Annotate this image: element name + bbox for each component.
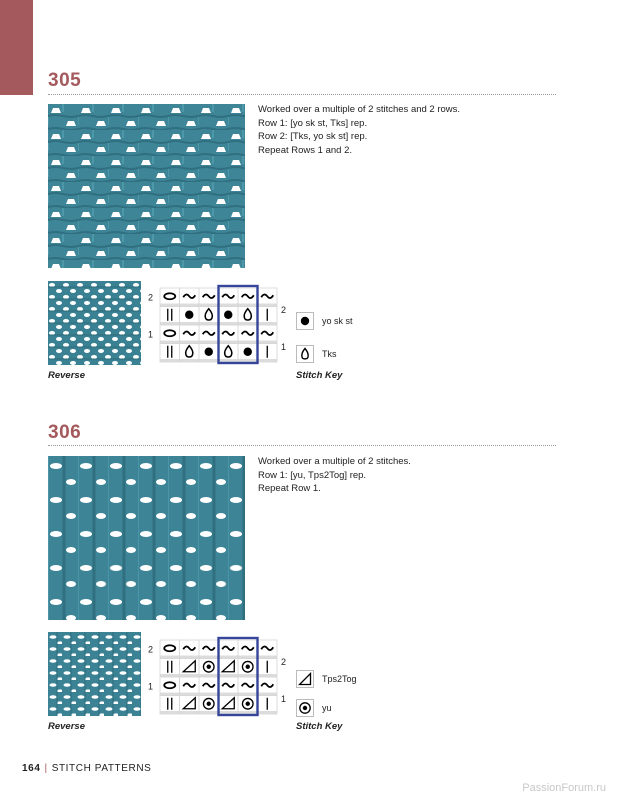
- double-bar-symbol: [168, 309, 172, 321]
- tilde-symbol: [183, 294, 195, 298]
- key-item-text: Tps2Tog: [322, 674, 357, 684]
- row-number: 1: [281, 341, 286, 352]
- tilde-symbol: [183, 683, 195, 687]
- triangle-symbol: [222, 661, 234, 672]
- row-number: 2: [281, 656, 286, 667]
- row-number: 1: [148, 329, 154, 340]
- dot-symbol: [244, 348, 252, 356]
- oval-symbol: [164, 645, 175, 651]
- key-item: [296, 670, 357, 688]
- triangle-symbol: [222, 698, 234, 709]
- instruction-line: Worked over a multiple of 2 stitches and 2 rows.: [258, 104, 461, 115]
- instruction-line: Repeat Row 1.: [258, 483, 321, 494]
- tilde-symbol: [222, 683, 234, 687]
- key-item: [296, 699, 332, 717]
- tilde-symbol: [222, 294, 234, 298]
- row-number: 2: [148, 644, 154, 655]
- section-title: STITCH PATTERNS: [51, 763, 152, 774]
- section-divider: [48, 94, 556, 95]
- oval-symbol: [164, 330, 175, 336]
- tilde-symbol: [203, 294, 215, 298]
- circle-dot-symbol: [203, 661, 214, 672]
- instruction-line: Row 2: [Tks, yo sk st] rep.: [258, 131, 368, 142]
- double-bar-symbol: [168, 346, 172, 358]
- teardrop-icon: [296, 345, 314, 363]
- teardrop-symbol: [205, 309, 212, 320]
- tilde-symbol: [242, 294, 254, 298]
- swatch-reverse-photo: [48, 281, 141, 365]
- triangle-symbol: [183, 661, 195, 672]
- instruction-line: Row 1: [yo sk st, Tks] rep.: [258, 117, 368, 129]
- row-number: 1: [148, 681, 154, 692]
- tilde-symbol: [203, 331, 215, 335]
- tilde-symbol: [222, 646, 234, 650]
- tilde-symbol: [242, 331, 254, 335]
- circle-dot-symbol: [203, 698, 214, 709]
- pattern-instructions: [258, 455, 411, 496]
- tilde-symbol: [183, 646, 195, 650]
- oval-symbol: [164, 293, 175, 299]
- stitch-chart: [146, 636, 286, 720]
- double-bar-symbol: [168, 661, 172, 673]
- tilde-symbol: [183, 331, 195, 335]
- footer-separator: |: [44, 763, 48, 774]
- teardrop-symbol: [186, 346, 193, 357]
- double-bar-symbol: [168, 698, 172, 710]
- instruction-line: Repeat Rows 1 and 2.: [258, 144, 353, 156]
- circle-dot-icon: [296, 699, 314, 717]
- swatch-front-photo: [48, 104, 245, 268]
- filled-dot-icon: [296, 312, 314, 330]
- teardrop-symbol: [225, 346, 232, 357]
- dot-symbol: [185, 311, 193, 319]
- row-number: 2: [148, 292, 154, 303]
- dot-symbol: [224, 311, 232, 319]
- key-item: [296, 345, 337, 363]
- teardrop-symbol: [244, 309, 251, 320]
- circle-dot-symbol: [242, 698, 253, 709]
- tilde-symbol: [242, 683, 254, 687]
- tilde-symbol: [261, 331, 273, 335]
- tilde-symbol: [261, 646, 273, 650]
- oval-symbol: [164, 682, 175, 688]
- triangle-icon: [296, 670, 314, 688]
- instruction-line: Worked over a multiple of 2 stitches.: [258, 456, 411, 467]
- stitch-chart: [146, 284, 286, 368]
- swatch-front-photo: [48, 456, 245, 620]
- circle-dot-symbol: [242, 661, 253, 672]
- instruction-line: Row 1: [yu, Tps2Tog] rep.: [258, 469, 367, 481]
- key-item-text: Tks: [322, 349, 337, 359]
- key-item-text: yo sk st: [322, 316, 353, 326]
- tilde-symbol: [242, 646, 254, 650]
- tilde-symbol: [222, 331, 234, 335]
- triangle-symbol: [183, 698, 195, 709]
- stitch-key-label: Stitch Key: [296, 370, 343, 381]
- stitch-key-label: Stitch Key: [296, 721, 343, 732]
- pattern-instructions: [258, 103, 460, 157]
- key-item-text: yu: [322, 703, 332, 713]
- watermark: PassionForum.ru: [522, 782, 606, 794]
- row-number: 1: [281, 693, 286, 704]
- chapter-tab: [0, 0, 33, 95]
- tilde-symbol: [261, 683, 273, 687]
- section-divider: [48, 445, 556, 446]
- dot-symbol: [205, 348, 213, 356]
- tilde-symbol: [203, 646, 215, 650]
- tilde-symbol: [203, 683, 215, 687]
- pattern-number-306: 306: [48, 422, 82, 443]
- page-footer: [22, 763, 151, 774]
- row-number: 2: [281, 304, 286, 315]
- pattern-number-305: 305: [48, 70, 82, 91]
- page-number: 164: [22, 763, 41, 774]
- key-item: [296, 312, 353, 330]
- swatch-reverse-photo: [48, 632, 141, 716]
- tilde-symbol: [261, 294, 273, 298]
- reverse-label: Reverse: [48, 721, 85, 732]
- reverse-label: Reverse: [48, 370, 85, 381]
